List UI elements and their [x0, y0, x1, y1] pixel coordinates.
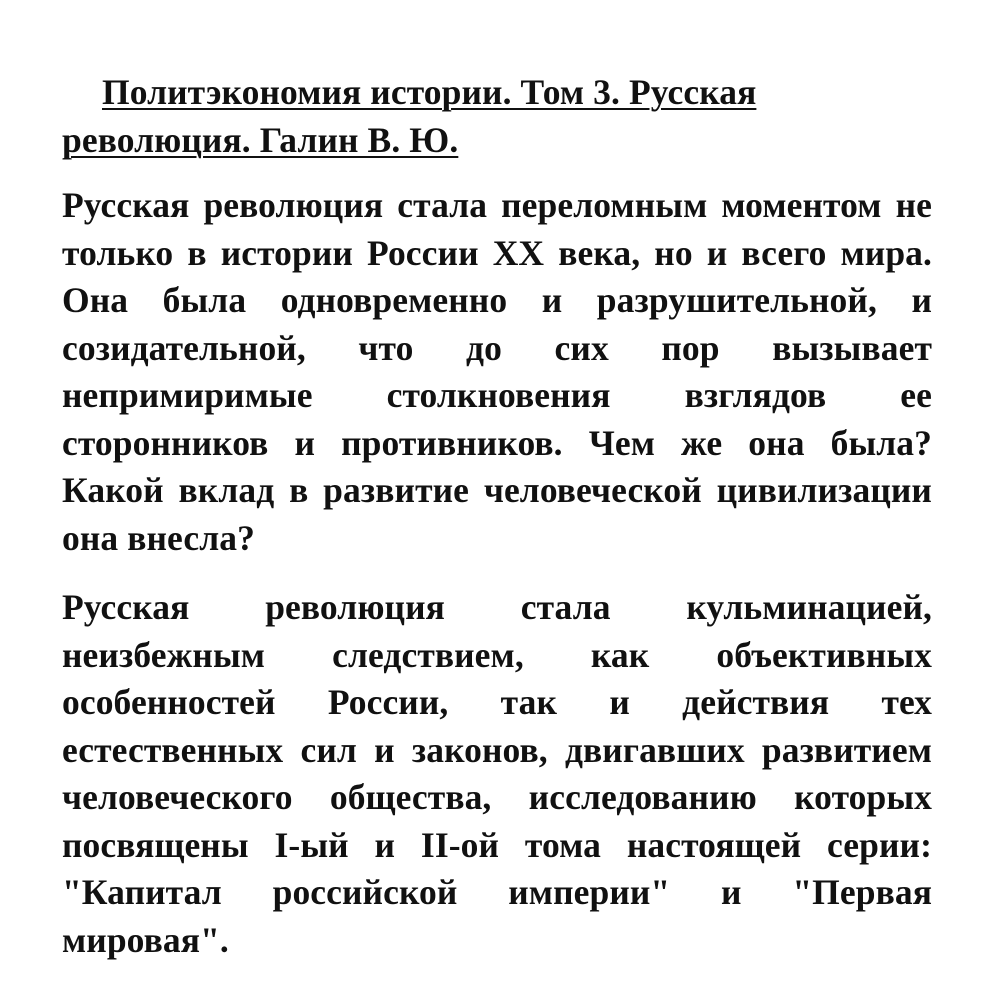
document-page: [62, 68, 932, 964]
paragraph-2: Русская революция стала кульминацией, неизбежным следствием, как объективных особенностей России, так и действия тех естественных сил и законов, двигавших развитием человеческого общества, исследованию которых посвящены I-ый и II-ой тома настоящей серии: "Капитал российской империи" и "Первая мировая".: [62, 587, 932, 960]
paragraph-1: Русская революция стала переломным моментом не только в истории России XX века, но и всего мира. Она была одновременно и разрушительной, и созидательной, что до сих пор вызывает непримиримые столкновения взглядов ее сторонников и противников. Чем же она была? Какой вклад в развитие человеческой цивилизации она внесла?: [62, 185, 932, 558]
document-title: Политэкономия истории. Том 3. Русская революция. Галин В. Ю.: [62, 72, 757, 160]
